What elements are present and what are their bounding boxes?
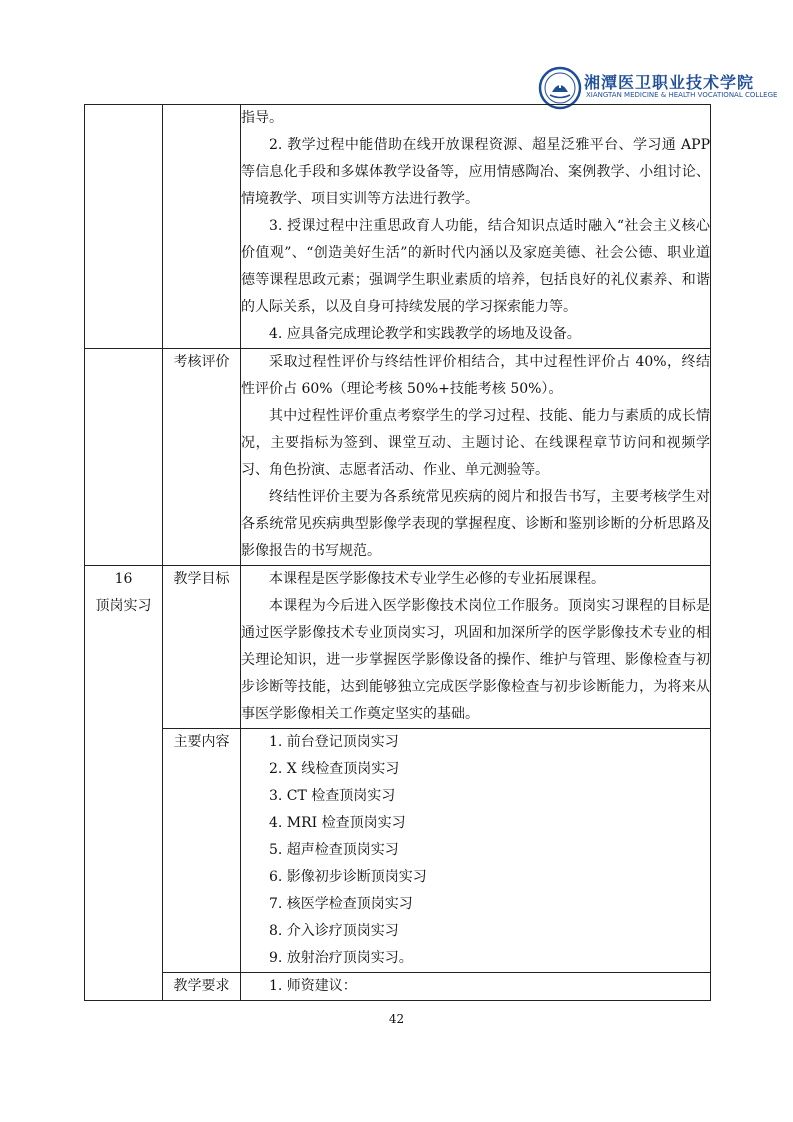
list-item: 9. 放射治疗顶岗实习。 [269, 950, 413, 966]
table-row [85, 566, 711, 729]
list-item: 7. 核医学检查顶岗实习 [269, 896, 413, 912]
college-name-en: XIANGTAN MEDICINE & HEALTH VOCATIONAL COLLEGE [586, 91, 778, 99]
table-row [85, 349, 711, 566]
assessment-content [241, 349, 711, 566]
paragraph: 指导。 [241, 110, 283, 126]
paragraph: 4. 应具备完成理论教学和实践教学的场地及设备。 [269, 326, 581, 342]
content-list [241, 729, 711, 973]
list-item: 4. MRI 检查顶岗实习 [269, 815, 406, 831]
teaching-requirements-continued [241, 105, 711, 349]
label-cell-continued [163, 105, 241, 349]
page-number: 42 [388, 1012, 405, 1026]
list-item: 5. 超声检查顶岗实习 [269, 842, 399, 858]
paragraph: 本课程是医学影像技术专业学生必修的专业拓展课程。 [269, 571, 605, 587]
assessment-label: 考核评价 [163, 349, 241, 566]
paragraph: 其中过程性评价重点考察学生的学习过程、技能、能力与素质的成长情况，主要指标为签到、课堂互动、主题讨论、在线课程章节访问和视频学习、角色扮演、志愿者活动、作业、单元测验等。 [241, 408, 710, 478]
paragraph: 2. 教学过程中能借助在线开放课程资源、超星泛雅平台、学习通 APP 等信息化手段和多媒体教学设备等，应用情感陶冶、案例教学、小组讨论、情境教学、项目实训等方法进行教学。 [241, 137, 710, 207]
objectives-label: 教学目标 [163, 566, 241, 729]
paragraph: 采取过程性评价与终结性评价相结合，其中过程性评价占 40%，终结性评价占 60%（理论考核 50%+技能考核 50%）。 [241, 354, 710, 397]
objectives-content [241, 566, 711, 729]
table-row [85, 105, 711, 349]
course-cell-continued [85, 105, 163, 349]
course-cell-continued [85, 349, 163, 566]
paragraph: 3. 授课过程中注重思政育人功能，结合知识点适时融入“社会主义核心价值观”、“创造美好生活”的新时代内涵以及家庭美德、社会公德、职业道德等课程思政元素；强调学生职业素质的培养，包括良好的礼仪素养、和谐的人际关系，以及自身可持续发展的学习探索能力等。 [241, 218, 710, 315]
paragraph: 终结性评价主要为各系统常见疾病的阅片和报告书写，主要考核学生对各系统常见疾病典型影像学表现的掌握程度、诊断和鉴别诊断的分析思路及影像报告的书写规范。 [241, 489, 710, 559]
list-item: 8. 介入诊疗顶岗实习 [269, 923, 399, 939]
course-number: 16 [114, 571, 133, 587]
table-row [85, 729, 711, 973]
list-item: 1. 师资建议： [269, 978, 357, 994]
requirements-label: 教学要求 [163, 973, 241, 1001]
list-item: 6. 影像初步诊断顶岗实习 [269, 869, 427, 885]
curriculum-table [84, 104, 711, 1001]
table-row [85, 973, 711, 1001]
requirements-content [241, 973, 711, 1001]
course-name: 顶岗实习 [95, 598, 152, 614]
course-name-cell [85, 566, 163, 1001]
paragraph: 本课程为今后进入医学影像技术岗位工作服务。顶岗实习课程的目标是通过医学影像技术专业顶岗实习，巩固和加深所学的医学影像技术专业的相关理论知识，进一步掌握医学影像设备的操作、维护与管理、影像检查与初步诊断等技能，达到能够独立完成医学影像检查与初步诊断能力，为将来从事医学影像相关工作奠定坚实的基础。 [241, 598, 710, 722]
list-item: 3. CT 检查顶岗实习 [269, 788, 396, 804]
list-item: 1. 前台登记顶岗实习 [269, 734, 399, 750]
content-label: 主要内容 [163, 729, 241, 973]
college-name: 湘潭医卫职业技术学院 [584, 73, 755, 92]
list-item: 2. X 线检查顶岗实习 [269, 761, 400, 777]
